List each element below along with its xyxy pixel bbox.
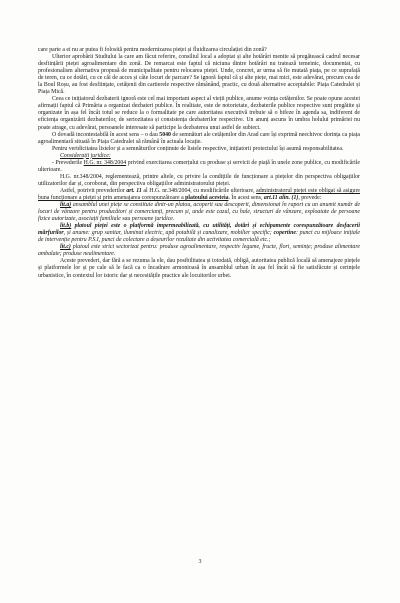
lit-b-copertine: copertine	[273, 230, 296, 237]
paragraph-signatures	[38, 132, 360, 146]
lit-a-text: ansamblul unei piețe se constituie dintr-un platou, acoperit sau descoperit, dimensionat în raport cu un anumit număr de locuri de vânzare pentru producători și comercianți, precum și, unde este cazul, cu hale, structuri de vânzare, exploatate de persoane fizice autorizate, asociații familiale sau persoane juridice.	[38, 202, 360, 223]
paragraph-hg-regulation: H.G. nr.348/2004, reglementează, printre altele, cu privire la condițiile de funcționare a piețelor din perspectiva obligațiilor utilizatorilor dar și, coroborat, din perspectiva obligațiilor administratorului pieței.	[38, 173, 360, 187]
art11-obligation: administratorul pieței este obligat să asigure buna funcționare a pieței și prin amenajarea corespunzătoare a	[38, 187, 360, 201]
paragraph-intro-question: care parte a ei nu ar putea fi folosită pentru modernizarea pieței și fluidizarea circulației din zonă?	[38, 47, 267, 53]
paragraph-lit-c	[38, 244, 360, 258]
bullet-hg-348	[38, 160, 360, 174]
art11-alin-label: art.11 alin. (1)	[263, 194, 299, 201]
hg-reference: H.G. nr. 348/2004	[83, 159, 127, 166]
page-number: 3	[198, 559, 202, 565]
signatures-text-before: O dovadă incontestabilă în acest sens – o dau	[52, 131, 160, 138]
bullet-hg-prefix: - Prevederile	[52, 159, 84, 166]
paragraph-responsibility: Pentru veridicitatea listelor și a semnăturilor conținute de listele respective, inițiatorii proiectului își asumă responsabilitatea.	[52, 145, 344, 152]
art11-text-a: Astfel, potrivit prevederilor	[60, 187, 127, 194]
paragraph-lit-a	[38, 202, 360, 223]
art11-text-f: . În acest sens,	[228, 194, 264, 201]
signatures-text-after: de semnături ale cetățenilor din Arad care își exprimă neechivoc dorința ca piața agroalimentară situată în Piața Catedralei să rămână în actuala locație.	[38, 131, 360, 145]
lit-b-bold: platoul pieței este o platformă impermeabilizată, cu utilități, dotări și echipamente corespunzătoare desfacerii mărfurilor	[38, 223, 360, 237]
section-heading-legal: Considerații juridice:	[60, 152, 111, 159]
lit-b-label: lit.b)	[60, 223, 72, 230]
paragraph-lit-b	[38, 223, 360, 244]
lit-c-text: platoul este strict sectorizat pentru: produse agroalimentare, respectiv legume, fructe, flori, semințe; produse alimentare ambalate; produse nealimentare.	[38, 244, 360, 258]
art11-label: art. 11	[126, 187, 142, 194]
art11-platform: platoului acesteia	[185, 194, 229, 201]
art11-text-h: , prevede:	[298, 194, 322, 201]
lit-c-label: lit.c)	[60, 244, 71, 251]
document-body	[38, 47, 360, 280]
art11-text-c: al H.G. nr.348/2004, cu modificările ulterioare,	[141, 187, 257, 194]
paragraph-art-11	[38, 188, 360, 202]
lit-b-rest2: : punct cu mijloace inițiale de intervenție pentru P.S.I, punct de colectare a deșeurilor rezultate din activitatea comercială etc.;	[38, 230, 361, 244]
bullet-hg-rest: privind exercitarea comerțului cu produse și servicii de piață în unele zone publice, cu modificările ulterioare.	[38, 159, 361, 173]
paragraph-public-debate: Ceea ce inițiatorul dezbaterii ignoră este cel mai important aspect al vieții publice, anume voința cetățenilor. Se poate opune acestei afirmații faptul că Primăria a organizat dezbateri publice. În realitate, este de notorietate, dezbaterile publice respective sunt pregătite și organizate în așa fel încât totul se reduce la o formalitate pe care autoritatea executivă trebuie să o bifeze în agenda sa, indiferent de eficiența organizării dezbaterilor, de seriozitatea și consistența dezbaterilor respective. Un anunț ascuns în umbra holului primăriei nu poate atrage, cu adevărat, persoanele interesate să participe la dezbaterea unui astfel de subiect.	[38, 96, 360, 131]
signatures-count: 5040	[159, 131, 171, 138]
paragraph-conclusion: Aceste prevederi, dar fără a se rezuma la ele, dau posibilitatea și totodată, obligă, autoritatea publică locală să amenajeze piețele și platformele lor și pe cale să le facă ca o încadrare armonioasă în ansamblul urban în așa fel încât să fie satisfăcute și cerințele urbanistice, în contextul lor istoric dar și necesitățile practice ale locuitorilor urbei.	[38, 258, 360, 279]
paragraph-study-decisions: Ulterior aprobării Studiului la care am făcut referire, consiliul local a adoptat și alte hotărâri menite să pregătească cadrul necesar desființării pieței agroalimentare din zonă. De remarcat este faptul că niciuna dintre hotărâri nu tratează temeinic, documentat, cu profesionalism alternativa propusă de municipalitate pentru relocarea pieței. Unde, concret, ar urma să fie mutată piața, pe ce suprafață de teren, cu ce dotări, cu ce căi de acces și câte locuri de parcare? Se ignoră faptul că și alte piețe, mai mici, este adevărat, precum cea de la Boul Roșu, au fost desființate, cetățenii din cartierele respective rămânând, practic, cu două alternative acceptabile: Piața Catedralei și Piața Mică.	[38, 54, 360, 96]
lit-b-rest1: , și anume: grup sanitar, iluminat electric, apă potabilă și canalizare, mobilier specific;	[63, 230, 274, 237]
lit-a-label: lit.a)	[60, 202, 72, 209]
